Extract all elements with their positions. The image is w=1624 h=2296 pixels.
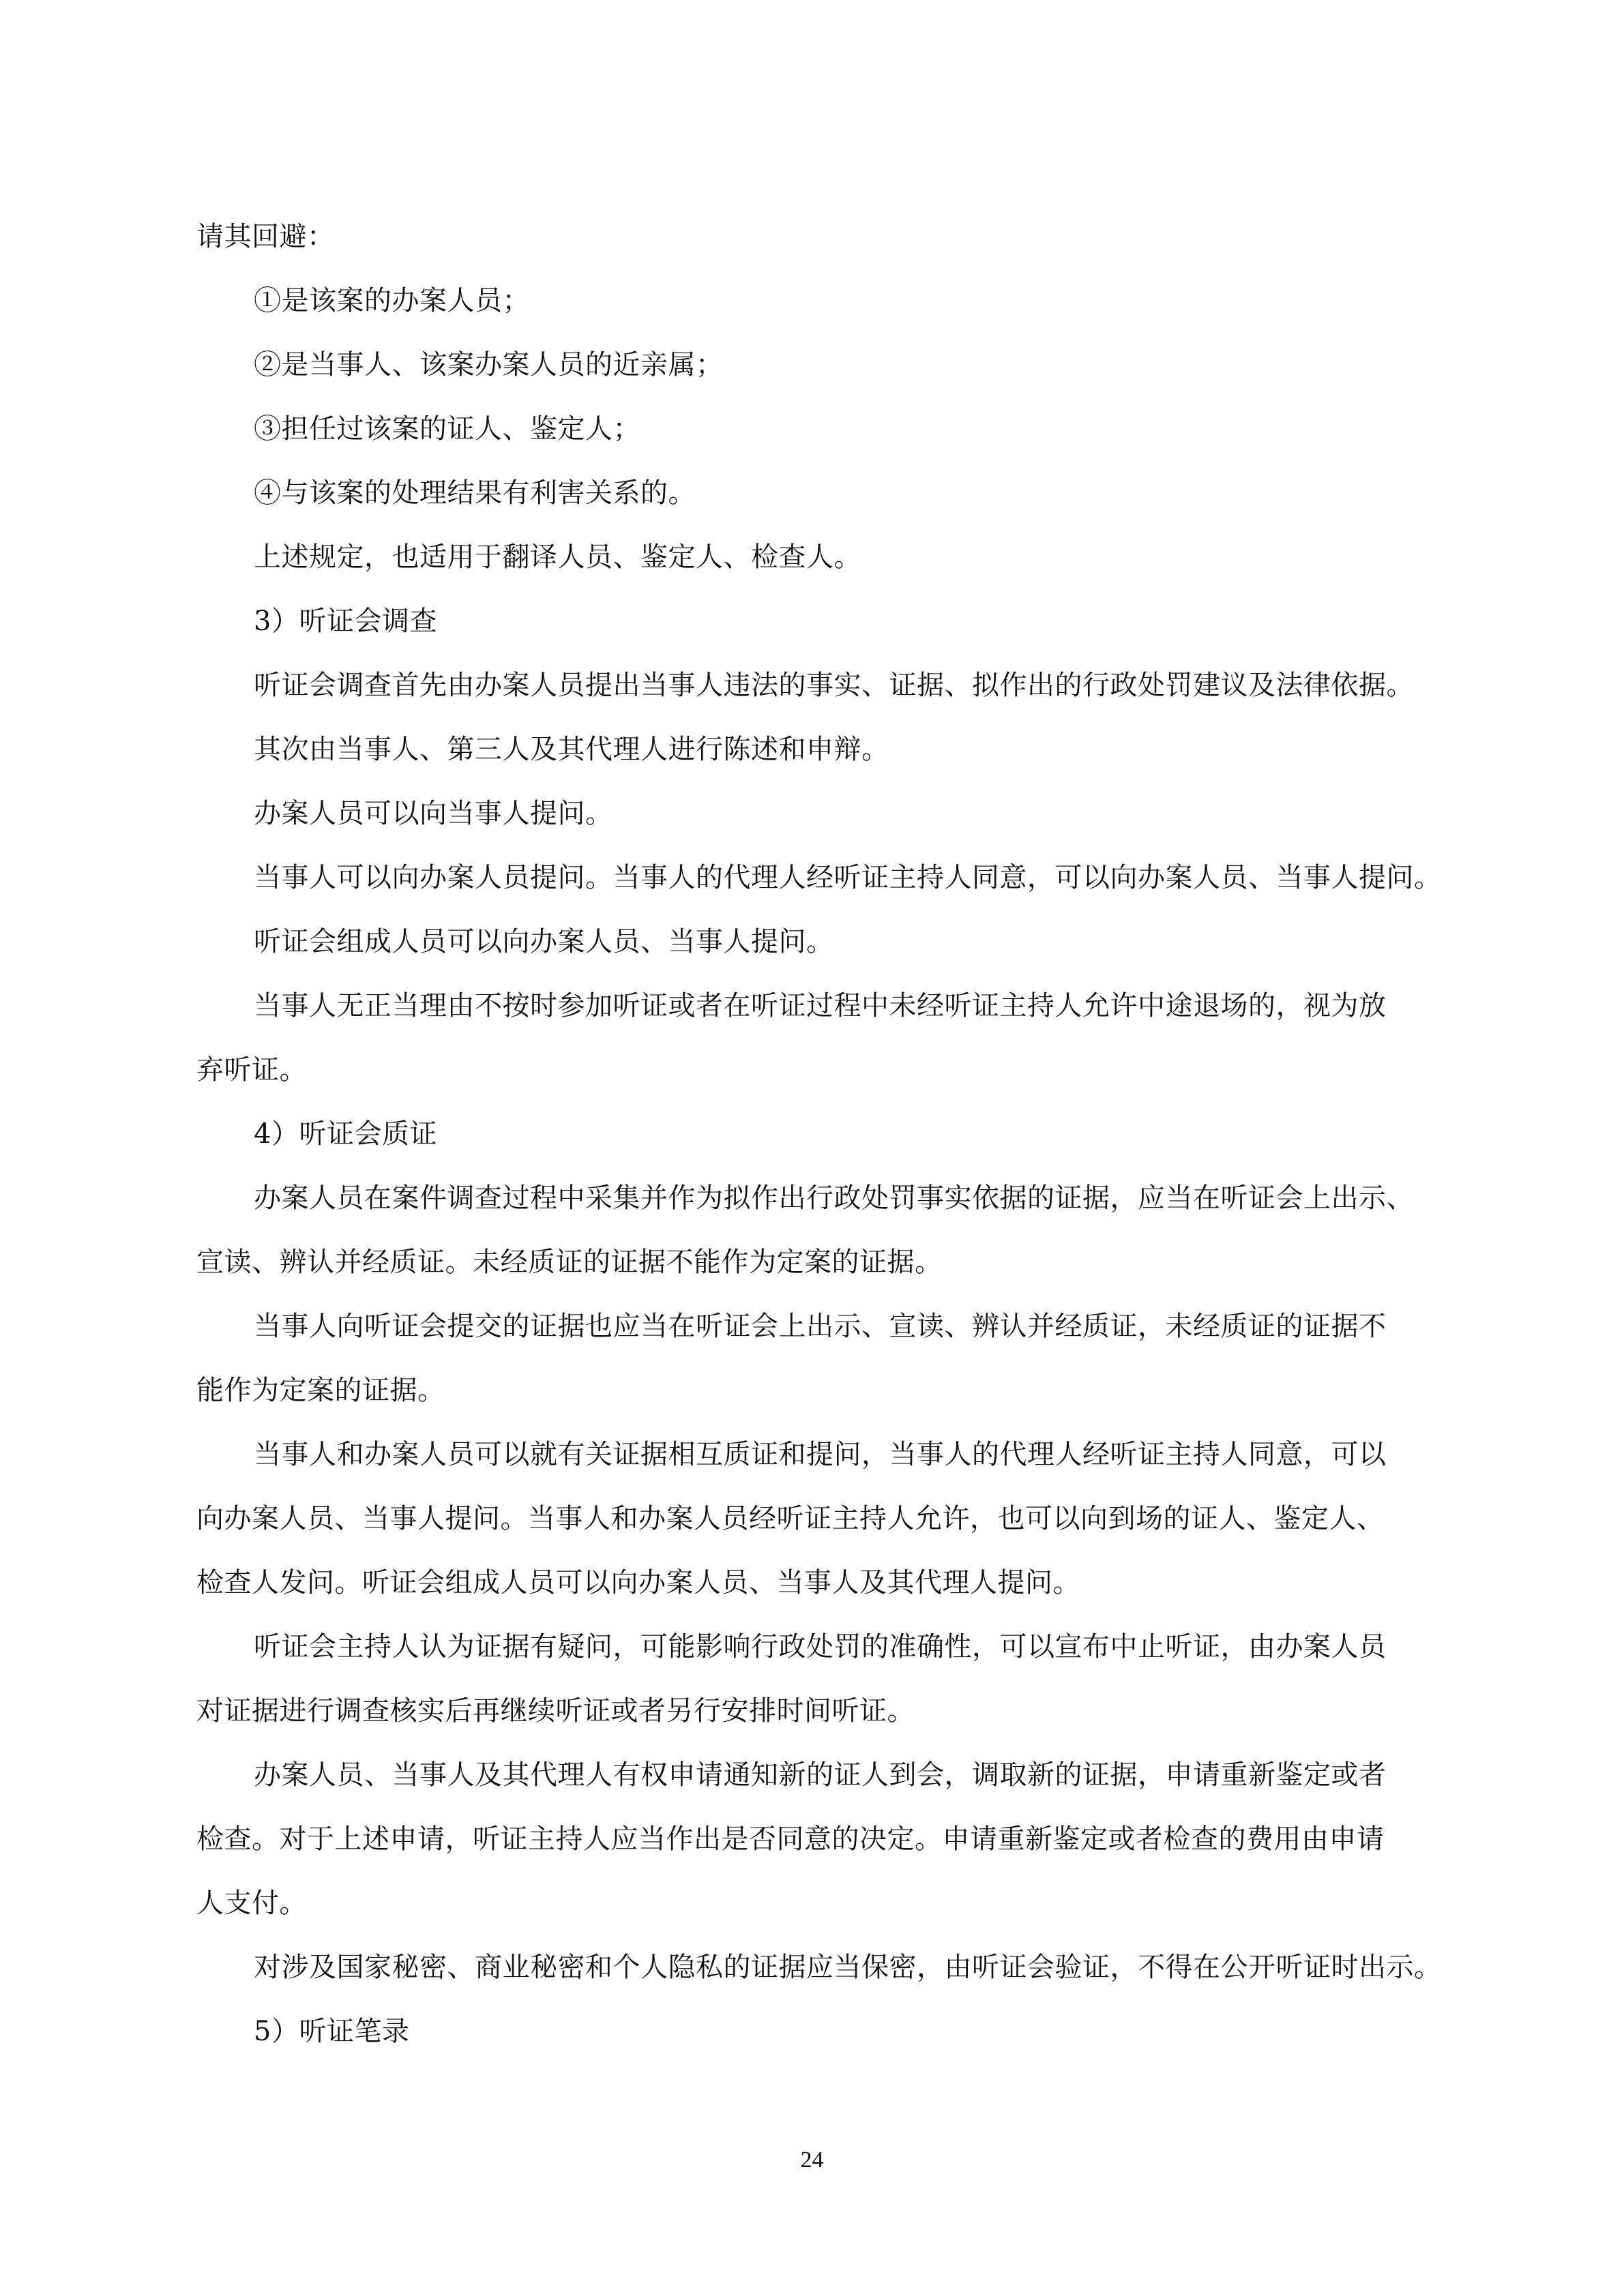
section-heading: 5）听证笔录 bbox=[254, 2016, 410, 2047]
paragraph-line: 办案人员在案件调查过程中采集并作为拟作出行政处罚事实依据的证据，应当在听证会上出示、 bbox=[254, 1182, 1414, 1214]
paragraph-line: 听证会组成人员可以向办案人员、当事人提问。 bbox=[254, 926, 834, 957]
paragraph-line: 办案人员、当事人及其代理人有权申请通知新的证人到会，调取新的证据，申请重新鉴定或者 bbox=[254, 1759, 1387, 1791]
paragraph-line: 检查。对于上述申请，听证主持人应当作出是否同意的决定。申请重新鉴定或者检查的费用由申请 bbox=[196, 1823, 1385, 1855]
paragraph-line: 能作为定案的证据。 bbox=[196, 1375, 445, 1406]
paragraph-line: 对证据进行调查核实后再继续听证或者另行安排时间听证。 bbox=[196, 1695, 915, 1727]
paragraph-line: 当事人可以向办案人员提问。当事人的代理人经听证主持人同意，可以向办案人员、当事人提问。 bbox=[254, 862, 1442, 893]
text-line: 请其回避： bbox=[196, 221, 335, 252]
paragraph-line: 上述规定，也适用于翻译人员、鉴定人、检查人。 bbox=[254, 541, 861, 573]
paragraph-line: 听证会调查首先由办案人员提出当事人违法的事实、证据、拟作出的行政处罚建议及法律依据。 bbox=[254, 670, 1414, 701]
paragraph-line: 向办案人员、当事人提问。当事人和办案人员经听证主持人允许，也可以向到场的证人、鉴定人、 bbox=[196, 1503, 1385, 1534]
paragraph-line: 办案人员可以向当事人提问。 bbox=[254, 798, 613, 829]
paragraph-line: 弃听证。 bbox=[196, 1054, 307, 1086]
paragraph-line: 人支付。 bbox=[196, 1888, 307, 1919]
paragraph-line: 检查人发问。听证会组成人员可以向办案人员、当事人及其代理人提问。 bbox=[196, 1567, 1080, 1598]
paragraph-line: 对涉及国家秘密、商业秘密和个人隐私的证据应当保密，由听证会验证，不得在公开听证时出示。 bbox=[254, 1952, 1442, 1983]
list-item: ①是该案的办案人员； bbox=[254, 285, 530, 316]
paragraph-line: 其次由当事人、第三人及其代理人进行陈述和申辩。 bbox=[254, 734, 889, 765]
page-body bbox=[196, 205, 1442, 2063]
section-heading: 4）听证会质证 bbox=[254, 1118, 437, 1150]
paragraph-line: 当事人无正当理由不按时参加听证或者在听证过程中未经听证主持人允许中途退场的，视为放 bbox=[254, 990, 1387, 1022]
paragraph-line: 宣读、辨认并经质证。未经质证的证据不能作为定案的证据。 bbox=[196, 1247, 943, 1278]
list-item: ④与该案的处理结果有利害关系的。 bbox=[254, 477, 696, 509]
list-item: ③担任过该案的证人、鉴定人； bbox=[254, 413, 640, 445]
section-heading: 3）听证会调查 bbox=[254, 606, 437, 637]
list-item: ②是当事人、该案办案人员的近亲属； bbox=[254, 349, 724, 381]
paragraph-line: 当事人和办案人员可以就有关证据相互质证和提问，当事人的代理人经听证主持人同意，可以 bbox=[254, 1439, 1387, 1470]
paragraph-line: 听证会主持人认为证据有疑问，可能影响行政处罚的准确性，可以宣布中止听证，由办案人员 bbox=[254, 1631, 1387, 1663]
paragraph-line: 当事人向听证会提交的证据也应当在听证会上出示、宣读、辨认并经质证，未经质证的证据不 bbox=[254, 1311, 1387, 1342]
page-number: 24 bbox=[800, 2147, 824, 2173]
